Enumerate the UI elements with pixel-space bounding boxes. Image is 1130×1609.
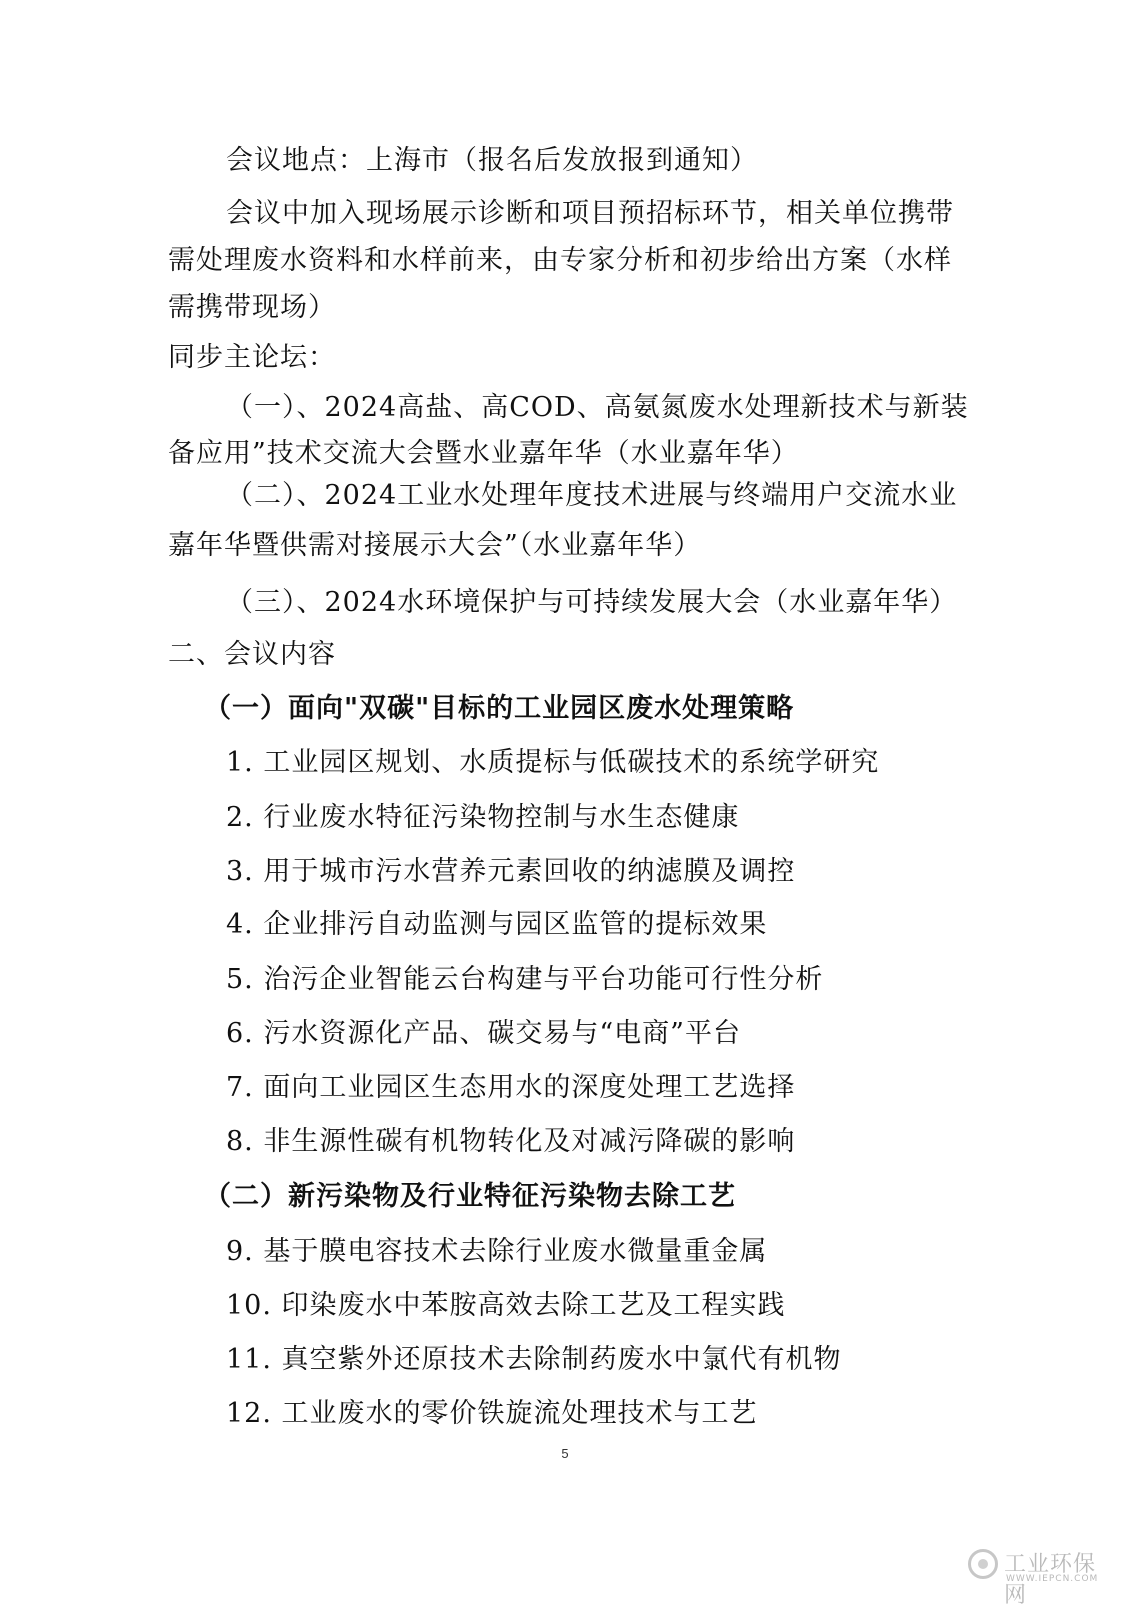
list-item: 4. 企业排污自动监测与园区监管的提标效果 bbox=[226, 909, 768, 940]
watermark bbox=[968, 1545, 1118, 1608]
list-item: 10. 印染废水中苯胺高效去除工艺及工程实践 bbox=[226, 1290, 786, 1321]
body-paragraph-line: 需处理废水资料和水样前来，由专家分析和初步给出方案（水样 bbox=[168, 245, 952, 276]
subsection-heading: （二）新污染物及行业特征污染物去除工艺 bbox=[204, 1181, 736, 1212]
list-item: 6. 污水资源化产品、碳交易与“电商”平台 bbox=[226, 1018, 741, 1049]
subsection-heading: （一）面向"双碳"目标的工业园区废水处理策略 bbox=[204, 693, 795, 724]
forum-item: （二）、2024工业水处理年度技术进展与终端用户交流水业 bbox=[226, 480, 958, 511]
watermark-logo-icon bbox=[968, 1549, 998, 1579]
list-item: 1. 工业园区规划、水质提标与低碳技术的系统学研究 bbox=[226, 747, 880, 778]
list-item: 11. 真空紫外还原技术去除制药废水中氯代有机物 bbox=[226, 1344, 842, 1375]
list-item: 5. 治污企业智能云台构建与平台功能可行性分析 bbox=[226, 964, 824, 995]
meeting-location-line: 会议地点：上海市（报名后发放报到通知） bbox=[226, 145, 758, 176]
list-item: 12. 工业废水的零价铁旋流处理技术与工艺 bbox=[226, 1398, 758, 1429]
page-number: 5 bbox=[561, 1446, 569, 1461]
body-paragraph-line: 需携带现场） bbox=[168, 292, 336, 323]
forum-item: （三）、2024水环境保护与可持续发展大会（水业嘉年华） bbox=[226, 587, 958, 618]
body-paragraph-line: 会议中加入现场展示诊断和项目预招标环节，相关单位携带 bbox=[226, 198, 954, 229]
list-item: 8. 非生源性碳有机物转化及对减污降碳的影响 bbox=[226, 1126, 796, 1157]
list-item: 2. 行业废水特征污染物控制与水生态健康 bbox=[226, 802, 740, 833]
forum-item-continued: 嘉年华暨供需对接展示大会”（水业嘉年华） bbox=[168, 530, 702, 561]
forum-item-continued: 备应用”技术交流大会暨水业嘉年华（水业嘉年华） bbox=[168, 438, 799, 469]
list-item: 7. 面向工业园区生态用水的深度处理工艺选择 bbox=[226, 1072, 796, 1103]
forum-item: （一）、2024高盐、高COD、高氨氮废水处理新技术与新装 bbox=[226, 392, 969, 423]
watermark-name: 工业环保网 bbox=[1004, 1552, 1097, 1608]
watermark-url: WWW.IEPCN.COM bbox=[1006, 1574, 1099, 1584]
section-label: 同步主论坛： bbox=[168, 342, 336, 373]
list-item: 9. 基于膜电容技术去除行业废水微量重金属 bbox=[226, 1236, 768, 1267]
list-item: 3. 用于城市污水营养元素回收的纳滤膜及调控 bbox=[226, 856, 796, 887]
section-heading: 二、会议内容 bbox=[168, 639, 336, 670]
